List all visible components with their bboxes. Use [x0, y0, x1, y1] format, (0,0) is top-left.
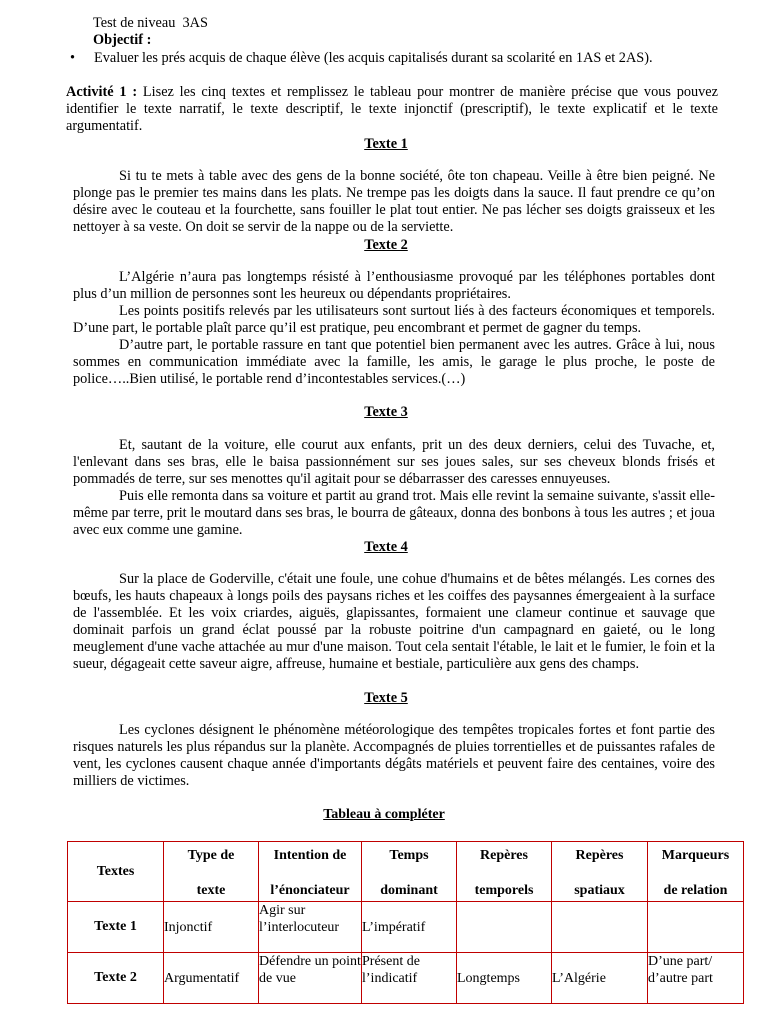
paragraph: D’autre part, le portable rassure en tant que potentiel bien permanent avec les autres. Grâce à lui, nous sommes en communication immédiate avec la famille, les amis, le garage le plus proche, le poste de police…..Bien utilisé, le portable rend d’incontestables services.(…)	[73, 337, 715, 387]
row-label: Texte 2	[68, 953, 164, 1004]
header-cell-marqueurs	[648, 842, 744, 902]
header-label: Type de	[187, 848, 235, 863]
texte-3-title: Texte 3	[364, 404, 408, 420]
header-label: Marqueurs	[661, 848, 730, 863]
texte-5-body	[73, 722, 715, 790]
header-label: Intention de	[273, 848, 347, 863]
header-label: Repères	[480, 848, 528, 863]
texte-4-title: Texte 4	[364, 539, 408, 555]
paragraph: Puis elle remonta dans sa voiture et partit au grand trot. Mais elle revint la semaine suivante, s'assit elle-même par terre, prit le moutard dans ses bras, le bourra de gâteaux, donna des bonbons à tous les autres ; et joua avec eux comme une gamine.	[73, 488, 715, 538]
table-row	[68, 902, 744, 953]
paragraph: L’Algérie n’aura pas longtemps résisté à l’enthousiasme provoqué par les téléphones portables dont plus d’un million de personnes sont les heureux ou dépendants propriétaires.	[73, 269, 715, 302]
table-cell: Injonctif	[164, 902, 259, 953]
table-cell: D’une part/ d’autre part	[648, 953, 744, 1004]
header-label: texte	[196, 883, 226, 898]
activite-label: Activité 1 :	[66, 84, 138, 100]
header-label: dominant	[380, 883, 438, 898]
table-cell: Défendre un point de vue	[259, 953, 362, 1004]
paragraph: Si tu te mets à table avec des gens de la bonne société, ôte ton chapeau. Veille à être bien peigné. Ne plonge pas le premier tes mains dans les plats. Ne trempe pas les doigts dans la sauce. Il faut prendre ce qu’on désire avec le couteau et la fourchette, sans fouiller le plat tout entier. Ne pas lécher ses doigts graisseux et les nettoyer à sa veste. On doit se servir de la nappe ou de la serviette.	[73, 168, 715, 235]
header-label: temporels	[474, 883, 534, 898]
header-label: spatiaux	[574, 883, 625, 898]
header-label: Temps	[389, 848, 429, 863]
texte-2-title: Texte 2	[364, 237, 408, 253]
header-label: l’énonciateur	[270, 883, 350, 898]
paragraph: Les cyclones désignent le phénomène météorologique des tempêtes tropicales fortes et font partie des risques naturels les plus répandus sur la planète. Accompagnés de pluies torrentielles et de puissantes rafales de vent, les cyclones causent chaque année d'importants dégâts matériels et peuvent faire des centaines, voire des milliers de victimes.	[73, 722, 715, 789]
texte-1-body	[73, 168, 715, 236]
paragraph: Sur la place de Goderville, c'était une foule, une cohue d'humains et de bêtes mélangés. Les cornes des bœufs, les hauts chapeaux à longs poils des paysans riches et les coiffes des paysannes émergeaient à la surface de l'assemblée. Et les voix criardes, aiguës, glapissantes, formaient une clameur continue et sauvage que dominait parfois un grand éclat poussé par la robuste poitrine d'un campagnard en gaieté, ou le long meuglement d'une vache attachée au mur d'une maison. Tout cela sentait l'étable, le lait et le fumier, le foin et la sueur, dégageait cette saveur aigre, affreuse, humaine et bestiale, particulière aux gens des champs.	[73, 571, 715, 672]
table-cell	[457, 902, 552, 953]
objectif-label: Objectif :	[93, 32, 152, 48]
table-cell: Argumentatif	[164, 953, 259, 1004]
texte-1-title: Texte 1	[364, 136, 408, 152]
table-cell	[648, 902, 744, 953]
table-cell	[552, 902, 648, 953]
header-label: de relation	[663, 883, 728, 898]
table-cell: Longtemps	[457, 953, 552, 1004]
paragraph: Et, sautant de la voiture, elle courut aux enfants, prit un des deux derniers, celui des Tuvache, et, l'enlevant dans ses bras, elle le baisa passionnément sur ses joues sales, sur ses cheveux blonds frisés et pommadés de terre, sur ses menottes qu'il agitait pour se débarrasser des caresses ennuyeuses.	[73, 437, 715, 487]
row-label: Texte 1	[68, 902, 164, 953]
header-label: Textes	[96, 863, 135, 879]
table-title: Tableau à compléter	[323, 807, 445, 822]
texte-3-body	[73, 437, 715, 539]
texte-2-body	[73, 269, 715, 388]
paragraph: Les points positifs relevés par les utilisateurs sont surtout liés à des facteurs économiques et temporels. D’une part, le portable plaît parce qu’il est pratique, peu encombrant et permet de gagner du temps.	[73, 303, 715, 336]
objectif-bullet	[70, 50, 653, 67]
activite-instructions	[66, 84, 718, 135]
test-title: Test de niveau 3AS	[93, 15, 208, 31]
header	[93, 15, 208, 49]
objectif-text: Evaluer les prés acquis de chaque élève (les acquis capitalisés durant sa scolarité en 1AS et 2AS).	[94, 50, 653, 66]
texte-5-title: Texte 5	[364, 690, 408, 706]
header-cell-type	[164, 842, 259, 902]
table-cell: L’impératif	[362, 902, 457, 953]
texte-4-body	[73, 571, 715, 673]
table-row	[68, 953, 744, 1004]
table-cell: L’Algérie	[552, 953, 648, 1004]
table-header-row	[68, 842, 744, 902]
header-cell-reperes-temporels	[457, 842, 552, 902]
header-cell-intention	[259, 842, 362, 902]
header-label: Repères	[575, 848, 624, 863]
header-cell-temps	[362, 842, 457, 902]
table-cell: Agir sur l’interlocuteur	[259, 902, 362, 953]
bullet-icon: •	[70, 50, 76, 66]
completion-table	[67, 841, 744, 1004]
activite-text: Lisez les cinq textes et remplissez le tableau pour montrer de manière précise que vous pouvez identifier le texte narratif, le texte descriptif, le texte injonctif (prescriptif), le texte explicatif et le texte argumentatif.	[66, 84, 718, 134]
table-cell: Présent de l’indicatif	[362, 953, 457, 1004]
header-cell-textes	[68, 842, 164, 902]
header-cell-reperes-spatiaux	[552, 842, 648, 902]
